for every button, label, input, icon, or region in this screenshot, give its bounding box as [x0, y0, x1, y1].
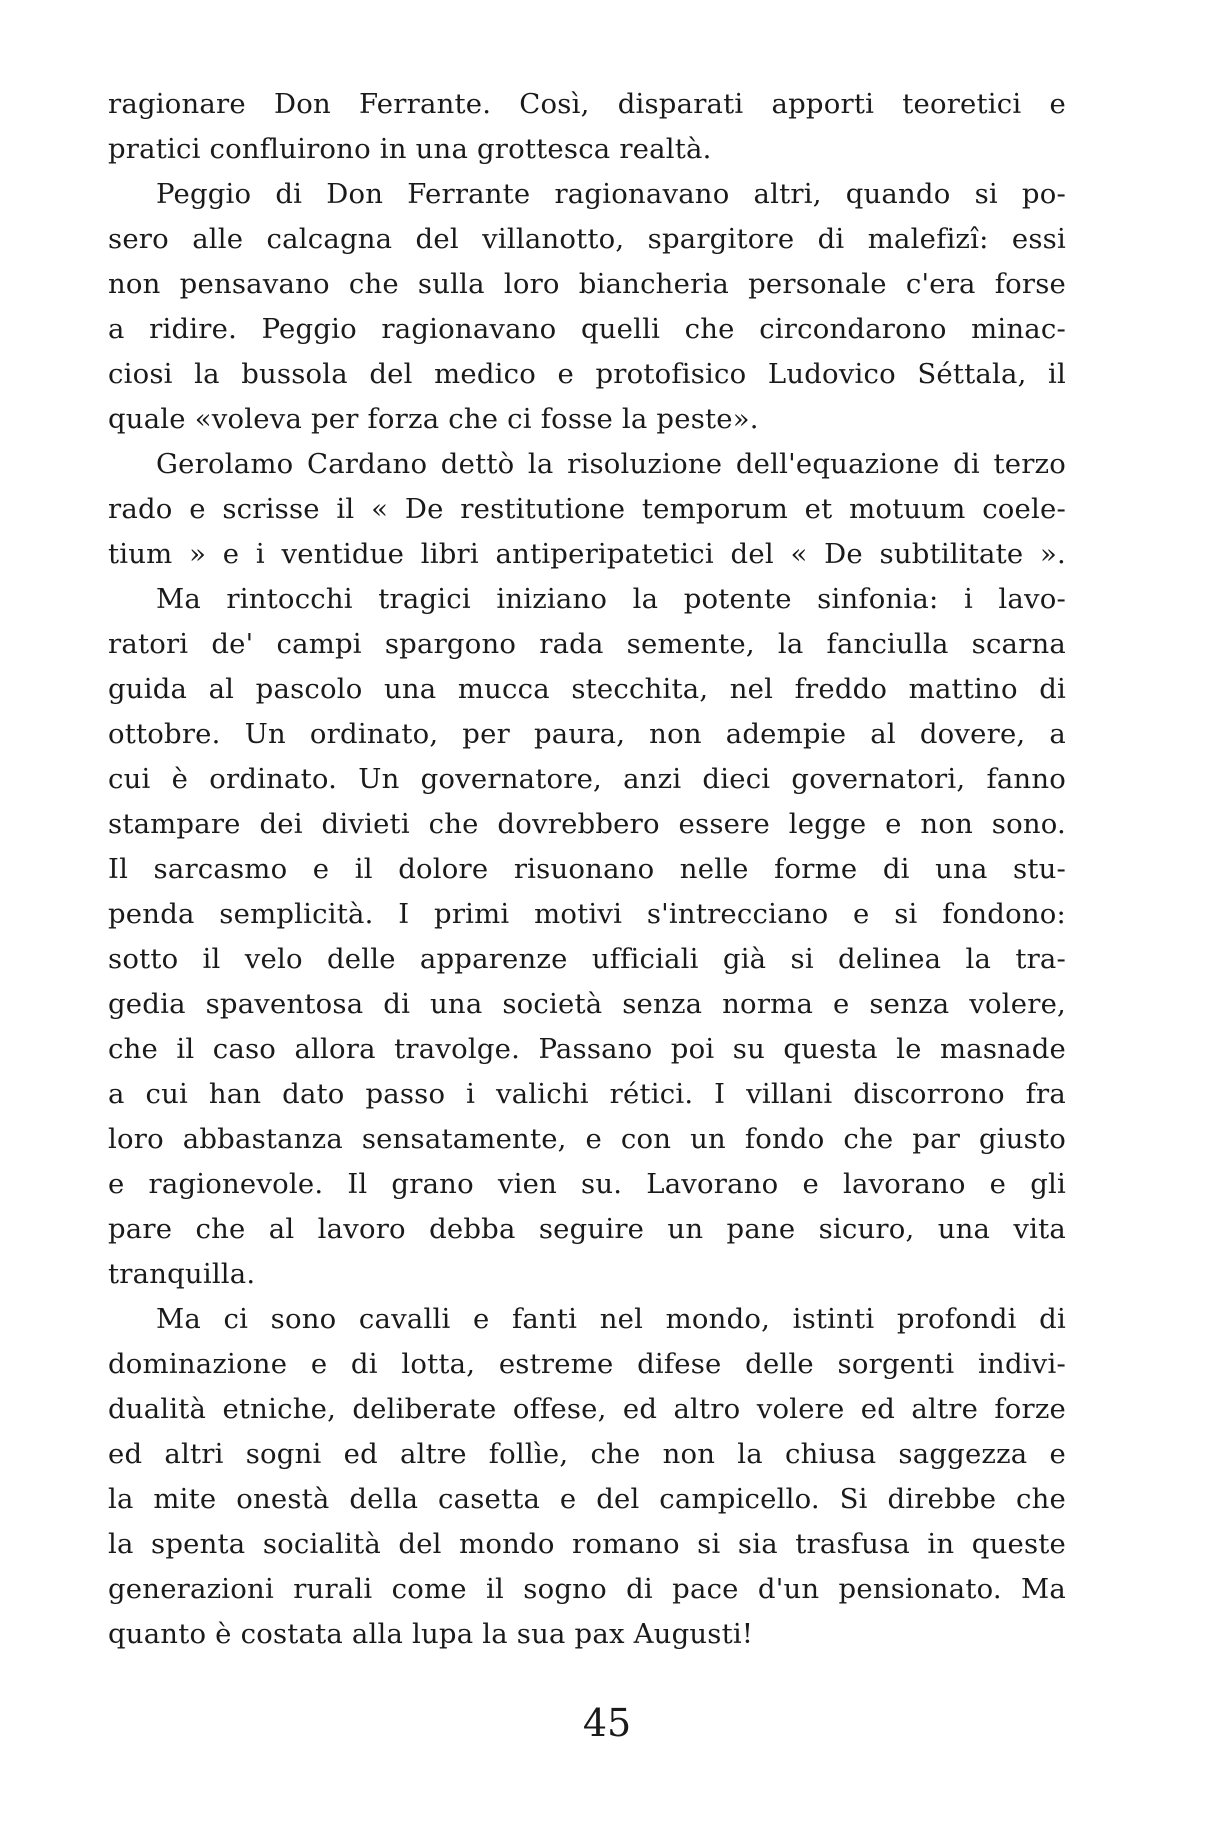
text-line: Gerolamo Cardano dettò la risoluzione dell'equazione di terzo	[156, 448, 1066, 480]
text-line: a ridire. Peggio ragionavano quelli che circondarono minac-	[108, 313, 1066, 345]
paragraph	[108, 442, 1066, 577]
text-line: quale «voleva per forza che ci fosse la peste».	[108, 403, 759, 435]
text-line: dominazione e di lotta, estreme difese delle sorgenti indivi-	[108, 1348, 1066, 1380]
text-line: gedia spaventosa di una società senza norma e senza volere,	[108, 988, 1066, 1020]
text-line: la mite onestà della casetta e del campicello. Si direbbe che	[108, 1483, 1066, 1515]
paragraph	[108, 172, 1066, 442]
text-line: tranquilla.	[108, 1258, 256, 1290]
text-line: a cui han dato passo i valichi rétici. I villani discorrono fra	[108, 1078, 1066, 1110]
text-line: ed altri sogni ed altre follìe, che non la chiusa saggezza e	[108, 1438, 1066, 1470]
text-line: dualità etniche, deliberate offese, ed altro volere ed altre forze	[108, 1393, 1066, 1425]
text-line: sotto il velo delle apparenze ufficiali già si delinea la tra-	[108, 943, 1066, 975]
text-line: quanto è costata alla lupa la sua pax Augusti!	[108, 1618, 754, 1650]
text-line: ciosi la bussola del medico e protofisico Ludovico Séttala, il	[108, 358, 1066, 390]
text-line: loro abbastanza sensatamente, e con un fondo che par giusto	[108, 1123, 1066, 1155]
text-line: cui è ordinato. Un governatore, anzi dieci governatori, fanno	[108, 763, 1066, 795]
text-line: tium » e i ventidue libri antiperipatetici del « De subtilitate ».	[108, 538, 1066, 570]
text-line: Ma rintocchi tragici iniziano la potente sinfonia: i lavo-	[156, 583, 1066, 615]
text-line: Peggio di Don Ferrante ragionavano altri, quando si po-	[156, 178, 1066, 210]
page-number: 45	[582, 1701, 632, 1745]
text-line: stampare dei divieti che dovrebbero essere legge e non sono.	[108, 808, 1066, 840]
text-line: penda semplicità. I primi motivi s'intrecciano e si fondono:	[108, 898, 1066, 930]
paragraph	[108, 82, 1066, 172]
paragraph	[108, 577, 1066, 1297]
text-line: la spenta socialità del mondo romano si sia trasfusa in queste	[108, 1528, 1066, 1560]
text-line: pratici confluirono in una grottesca realtà.	[108, 133, 712, 165]
text-line: ratori de' campi spargono rada semente, la fanciulla scarna	[108, 628, 1066, 660]
text-line: rado e scrisse il « De restitutione temporum et motuum coele-	[108, 493, 1066, 525]
text-line: generazioni rurali come il sogno di pace d'un pensionato. Ma	[108, 1573, 1066, 1605]
paragraph	[108, 1297, 1066, 1657]
text-line: Il sarcasmo e il dolore risuonano nelle forme di una stu-	[108, 853, 1066, 885]
text-line: non pensavano che sulla loro biancheria personale c'era forse	[108, 268, 1066, 300]
text-line: e ragionevole. Il grano vien su. Lavorano e lavorano e gli	[108, 1168, 1066, 1200]
text-line: pare che al lavoro debba seguire un pane sicuro, una vita	[108, 1213, 1066, 1245]
text-line: guida al pascolo una mucca stecchita, nel freddo mattino di	[108, 673, 1066, 705]
text-line: sero alle calcagna del villanotto, spargitore di malefizî: essi	[108, 223, 1066, 255]
text-line: ragionare Don Ferrante. Così, disparati apporti teoretici e	[108, 88, 1066, 120]
text-line: ottobre. Un ordinato, per paura, non adempie al dovere, a	[108, 718, 1066, 750]
text-line: che il caso allora travolge. Passano poi su questa le masnade	[108, 1033, 1066, 1065]
text-line: Ma ci sono cavalli e fanti nel mondo, istinti profondi di	[156, 1303, 1066, 1335]
page-body	[108, 82, 1066, 1657]
